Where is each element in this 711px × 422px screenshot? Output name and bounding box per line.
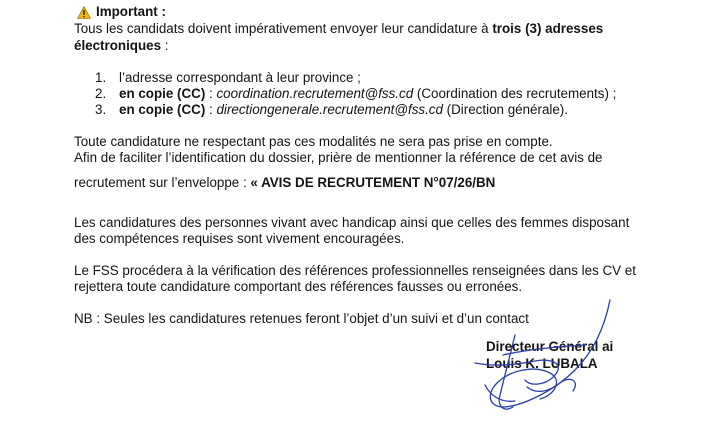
list-item: 3. en copie (CC) : directiongenerale.recrutement@fss.cd (Direction générale).: [95, 102, 568, 117]
para3-line-2: des compétences requises sont vivement encouragées.: [74, 231, 405, 246]
para2-line-2: Afin de faciliter l’identification du dossier, prière de mentionner la référence de cet avis de: [74, 150, 603, 165]
list-number: 3.: [95, 102, 107, 117]
list-prefix: en copie (CC): [119, 86, 206, 101]
para2-line-3: [74, 175, 495, 191]
para4-line-1: Le FSS procédera à la vérification des références professionnelles renseignées dans les CV et: [74, 263, 636, 278]
intro-colon: :: [161, 38, 169, 53]
para2-text: recrutement sur l’enveloppe :: [74, 175, 251, 190]
intro-line-2: [74, 38, 169, 54]
warning-icon: [77, 6, 91, 19]
reference-number: « AVIS DE RECRUTEMENT N°07/26/BN: [250, 175, 496, 190]
list-text: l’adresse correspondant à leur province ;: [119, 70, 361, 85]
email-link[interactable]: directiongenerale.recrutement@fss.cd: [216, 102, 443, 117]
para4-line-2: rejettera toute candidature comportant des références fausses ou erronées.: [74, 279, 523, 294]
intro-line-1: [74, 21, 603, 37]
list-text: (Direction générale).: [442, 102, 568, 117]
intro-emphasis: trois (3) adresses: [492, 21, 604, 36]
nb-note: NB : Seules les candidatures retenues feront l’objet d’un suivi et d’un contact: [74, 311, 529, 326]
para2-line-1: Toute candidature ne respectant pas ces modalités ne sera pas prise en compte.: [74, 134, 553, 149]
signatory-title: Directeur Général ai: [486, 339, 614, 354]
email-link[interactable]: coordination.recrutement@fss.cd: [216, 86, 414, 101]
list-number: 1.: [95, 70, 107, 85]
list-number: 2.: [95, 86, 107, 101]
intro-emphasis-2: électroniques: [74, 38, 162, 53]
list-prefix: en copie (CC): [119, 102, 206, 117]
para3-line-1: Les candidatures des personnes vivant avec handicap ainsi que celles des femmes disposant: [74, 215, 630, 230]
handwritten-signature: [455, 295, 635, 422]
list-item: [95, 70, 361, 86]
list-text: (Coordination des recrutements) ;: [413, 86, 617, 101]
signatory-name: Louis K. LUBALA: [486, 356, 598, 371]
list-item: 2. en copie (CC) : coordination.recrutement@fss.cd (Coordination des recrutements) ;: [95, 86, 617, 101]
important-heading: Important :: [96, 4, 166, 19]
intro-text: Tous les candidats doivent impérativement envoyer leur candidature à: [74, 21, 493, 36]
